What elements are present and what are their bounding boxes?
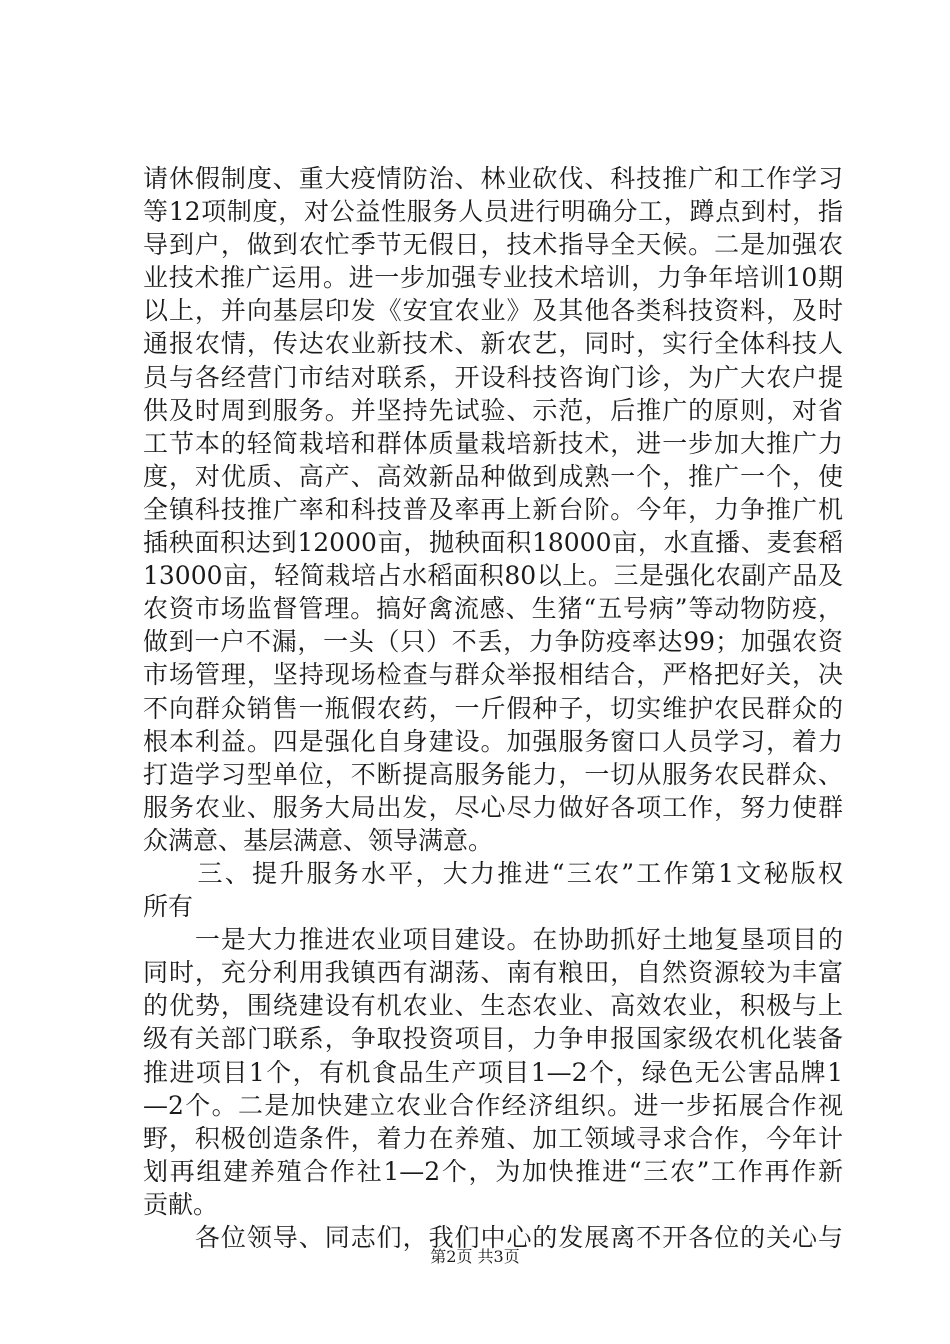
text-line: 以上，并向基层印发《安宜农业》及其他各类科技资料，及时: [143, 296, 843, 326]
text-line: 服务农业、服务大局出发，尽心尽力做好各项工作，努力使群: [143, 792, 843, 822]
text-line: 各位领导、同志们，我们中心的发展离不开各位的关心与: [143, 1223, 843, 1252]
text-line: 做到一户不漏，一头（只）不丢，力争防疫率达99；加强农资: [143, 627, 843, 657]
text-line: 员与各经营门市结对联系，开设科技咨询门诊，为广大农户提: [143, 362, 843, 392]
text-line: 全镇科技推广率和科技普及率再上新台阶。今年，力争推广机: [143, 494, 843, 524]
text-line: 请休假制度、重大疫情防治、林业砍伐、科技推广和工作学习: [143, 164, 843, 193]
text-line: 不向群众销售一瓶假农药，一斤假种子，切实维护农民群众的: [143, 693, 843, 723]
text-line: 根本利益。四是强化自身建设。加强服务窗口人员学习，着力: [143, 726, 843, 756]
page-footer: 第2页 共3页: [430, 1247, 520, 1266]
text-line: 划再组建养殖合作社1—2个，为加快推进“三农”工作再作新: [143, 1156, 843, 1186]
text-line: 级有关部门联系，争取投资项目，力争申报国家级农机化装备: [143, 1024, 843, 1054]
text-line: 13000亩，轻简栽培占水稻面积80以上。三是强化农副产品及: [143, 561, 843, 591]
text-line: —2个。二是加快建立农业合作经济组织。进一步拓展合作视: [143, 1090, 843, 1120]
text-line: 野，积极创造条件，着力在养殖、加工领域寻求合作，今年计: [143, 1123, 843, 1153]
section-heading: 三、提升服务水平，大力推进“三农”工作第1文秘版权: [143, 858, 843, 888]
text-line: 供及时周到服务。并坚持先试验、示范，后推广的原则，对省: [143, 395, 843, 425]
text-line: 通报农情，传达农业新技术、新农艺，同时，实行全体科技人: [143, 329, 843, 359]
text-line: 一是大力推进农业项目建设。在协助抓好土地复垦项目的: [143, 925, 843, 955]
text-line: 插秧面积达到12000亩，抛秧面积18000亩，水直播、麦套稻: [143, 528, 843, 558]
text-line: 业技术推广运用。进一步加强专业技术培训，力争年培训10期: [143, 263, 843, 293]
text-line: 农资市场监督管理。搞好禽流感、生猪“五号病”等动物防疫，: [143, 594, 843, 624]
text-line: 众满意、基层满意、领导满意。: [143, 825, 494, 855]
text-line: 推进项目1个，有机食品生产项目1—2个，绿色无公害品牌1: [143, 1057, 843, 1087]
text-line: 工节本的轻简栽培和群体质量栽培新技术，进一步加大推广力: [143, 428, 843, 458]
text-line: 导到户，做到农忙季节无假日，技术指导全天候。二是加强农: [143, 230, 843, 260]
text-line: 市场管理，坚持现场检查与群众举报相结合，严格把好关，决: [143, 660, 843, 690]
text-line: 贡献。: [143, 1189, 219, 1219]
text-line: 的优势，围绕建设有机农业、生态农业、高效农业，积极与上: [143, 991, 843, 1021]
text-line: 打造学习型单位，不断提高服务能力，一切从服务农民群众、: [143, 759, 843, 789]
section-heading: 所有: [143, 892, 194, 922]
text-line: 同时，充分利用我镇西有湖荡、南有粮田，自然资源较为丰富: [143, 958, 843, 988]
body-text: [143, 162, 843, 1254]
text-line: 度，对优质、高产、高效新品种做到成熟一个，推广一个，使: [143, 461, 843, 491]
text-line: 等12项制度，对公益性服务人员进行明确分工，蹲点到村，指: [143, 197, 843, 227]
